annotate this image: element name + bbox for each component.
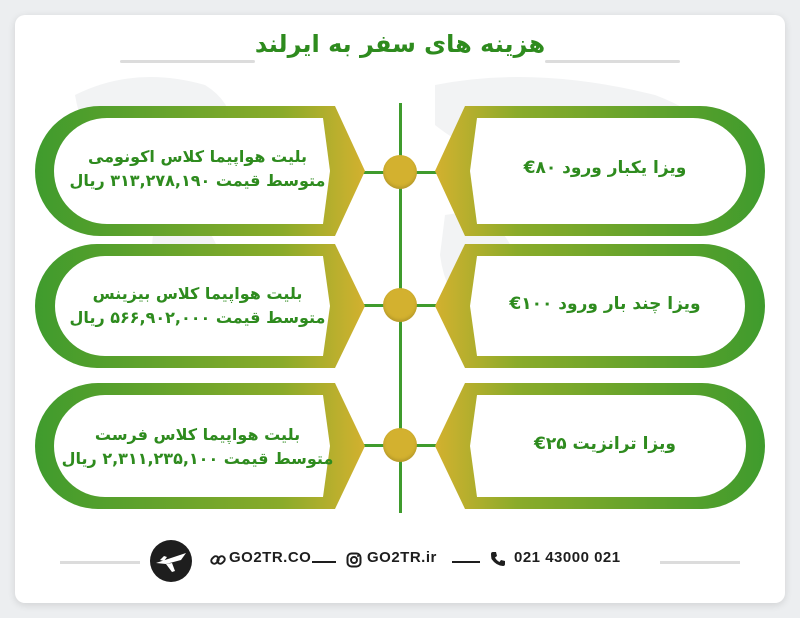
instagram-link[interactable]: GO2TR.ir	[367, 549, 437, 566]
phone-icon	[490, 551, 506, 567]
timeline-node	[383, 155, 417, 189]
airfare-business-price: متوسط قیمت ۵۶۶,۹۰۲,۰۰۰ ریال	[69, 308, 326, 327]
visa-transit-label: ویزا ترانزیت ۲۵€	[534, 434, 676, 454]
link-icon	[210, 552, 226, 568]
visa-multiple-label: ویزا چند بار ورود ۱۰۰€	[509, 294, 701, 314]
timeline-node	[383, 428, 417, 462]
timeline-node	[383, 288, 417, 322]
airfare-business-text	[60, 282, 335, 330]
airfare-business-title: بلیت هواپیما کلاس بیزینس	[92, 284, 303, 303]
instagram-icon	[346, 552, 362, 568]
footer-divider-right	[660, 561, 740, 564]
airfare-first-title: بلیت هواپیما کلاس فرست	[94, 425, 301, 444]
visa-single-label: ویزا یکبار ورود ۸۰€	[523, 158, 687, 178]
title-divider-right	[545, 60, 680, 63]
website-link[interactable]: GO2TR.CO	[229, 549, 312, 566]
airfare-first-text	[60, 423, 335, 471]
footer-separator	[452, 561, 480, 563]
airfare-economy-price: متوسط قیمت ۳۱۳,۲۷۸,۱۹۰ ریال	[69, 171, 326, 190]
title-divider-left	[120, 60, 255, 63]
airfare-first-price: متوسط قیمت ۲,۳۱۱,۲۳۵,۱۰۰ ریال	[61, 449, 334, 468]
airfare-economy-title: بلیت هواپیما کلاس اکونومی	[87, 147, 308, 166]
footer-separator	[312, 561, 336, 563]
page-title: هزینه های سفر به ایرلند	[254, 30, 546, 58]
plane-logo-icon	[148, 538, 194, 584]
phone-number[interactable]: 021 43000 021	[514, 549, 621, 566]
airfare-economy-text	[60, 145, 335, 193]
footer-divider-left	[60, 561, 140, 564]
